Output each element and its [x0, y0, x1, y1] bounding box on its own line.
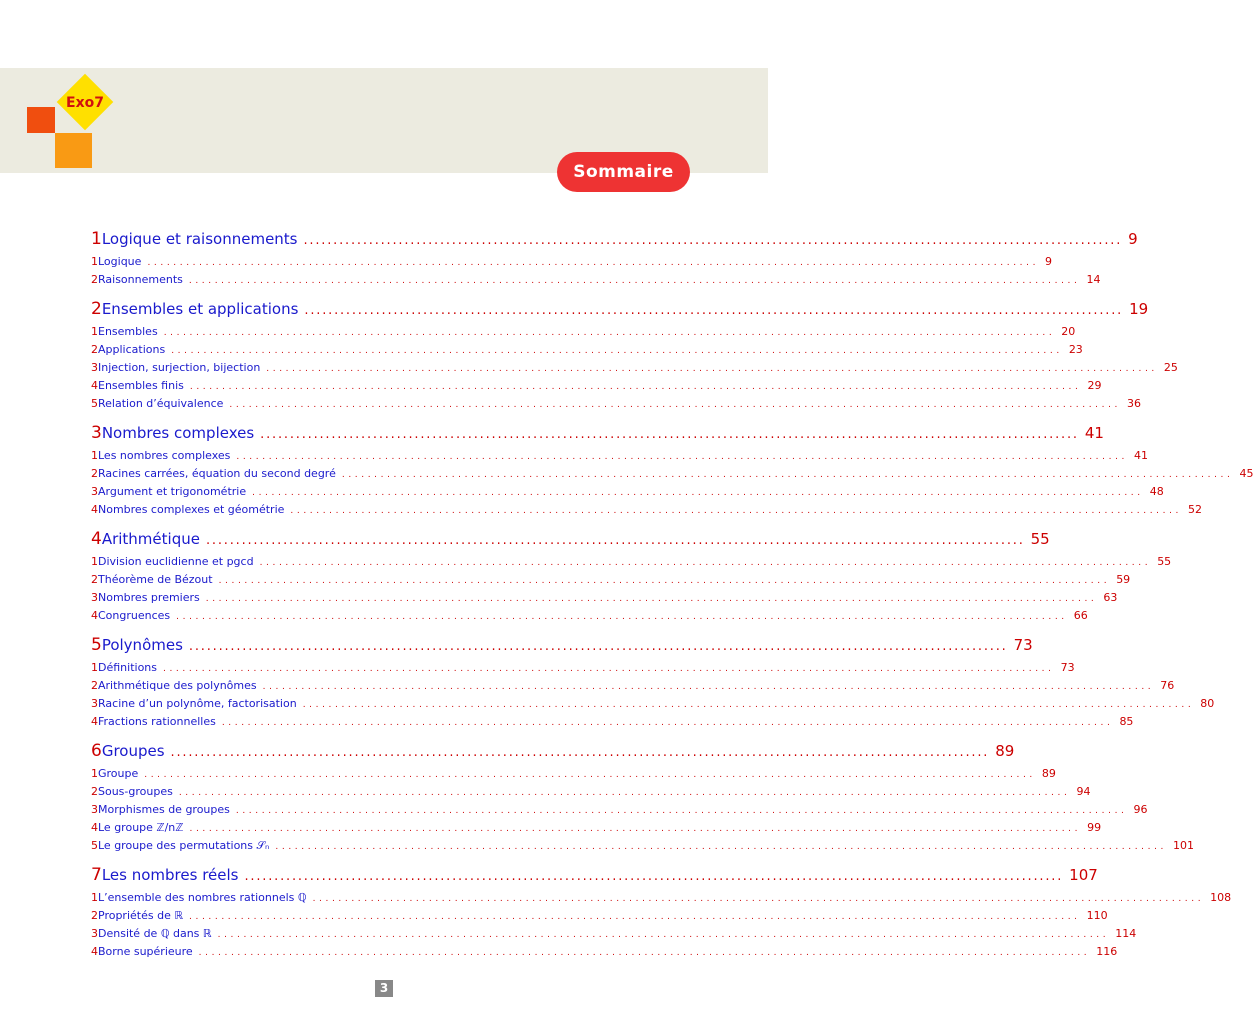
section-title[interactable]: Borne supérieure — [98, 945, 193, 958]
dot-leader: .......................................................................................................................................... — [178, 788, 1071, 798]
section-entry[interactable] — [0, 891, 1232, 909]
dot-leader: .......................................................................................................................................... — [303, 233, 1123, 248]
dot-leader: .......................................................................................................................................... — [217, 930, 1110, 940]
chapter-page: 9 — [1128, 230, 1138, 248]
section-page: 108 — [1210, 891, 1232, 904]
section-entry[interactable] — [0, 697, 1215, 715]
section-entry[interactable] — [0, 343, 1083, 361]
chapter-page: 55 — [1030, 530, 1050, 548]
section-number: 3 — [91, 485, 98, 498]
chapter-number: 6 — [91, 741, 102, 761]
section-entry[interactable] — [0, 803, 1148, 821]
chapter-title[interactable]: Nombres complexes — [101, 424, 255, 442]
section-title[interactable]: Division euclidienne et pgcd — [98, 555, 254, 568]
dot-leader: .......................................................................................................................................... — [198, 948, 1091, 958]
section-entry[interactable] — [0, 839, 1195, 857]
dot-leader: .......................................................................................................................................... — [290, 506, 1183, 516]
section-title[interactable]: Les nombres complexes — [98, 449, 231, 462]
dot-leader: .......................................................................................................................................... — [266, 364, 1158, 374]
chapter-entry[interactable] — [0, 529, 1050, 555]
section-page: 14 — [1086, 273, 1101, 286]
chapter-entry[interactable] — [0, 865, 1098, 891]
dot-leader: .......................................................................................................................................... — [229, 400, 1122, 410]
section-number: 1 — [91, 555, 98, 568]
dot-leader: .......................................................................................................................................... — [312, 894, 1205, 904]
section-page: 73 — [1060, 661, 1075, 674]
chapter-number: 7 — [91, 865, 102, 885]
section-page: 20 — [1061, 325, 1076, 338]
dot-leader: .......................................................................................................................................... — [304, 303, 1124, 318]
section-number: 4 — [91, 715, 98, 728]
chapter-page: 73 — [1013, 636, 1033, 654]
section-title[interactable]: Le groupe ℤ/nℤ — [98, 821, 184, 834]
section-page: 89 — [1041, 767, 1056, 780]
section-page: 96 — [1133, 803, 1148, 816]
table-of-contents — [0, 229, 1253, 971]
chapter-entry[interactable] — [0, 229, 1138, 255]
chapter-block — [0, 635, 1215, 733]
chapter-title[interactable]: Arithmétique — [101, 530, 200, 548]
dot-leader: .......................................................................................................................................... — [144, 770, 1036, 780]
section-entry[interactable] — [0, 821, 1102, 839]
section-page: 80 — [1200, 697, 1215, 710]
chapter-title[interactable]: Ensembles et applications — [101, 300, 299, 318]
section-number: 1 — [91, 767, 98, 780]
chapter-number: 4 — [91, 529, 102, 549]
section-number: 2 — [91, 273, 98, 286]
section-entry[interactable] — [0, 661, 1075, 679]
section-number: 2 — [91, 573, 98, 586]
dot-leader: .......................................................................................................................................... — [147, 258, 1040, 268]
section-entry[interactable] — [0, 767, 1056, 785]
dot-leader: .......................................................................................................................................... — [236, 452, 1128, 462]
section-entry[interactable] — [0, 325, 1076, 343]
section-entry[interactable] — [0, 909, 1108, 927]
section-page: 52 — [1188, 503, 1203, 516]
chapter-entry[interactable] — [0, 635, 1033, 661]
section-title[interactable]: Argument et trigonométrie — [98, 485, 247, 498]
dot-leader: .......................................................................................................................................... — [235, 806, 1128, 816]
dot-leader: .......................................................................................................................................... — [221, 718, 1114, 728]
section-page: 25 — [1163, 361, 1178, 374]
section-page: 63 — [1103, 591, 1118, 604]
section-number: 2 — [91, 909, 98, 922]
dot-leader: .......................................................................................................................................... — [205, 594, 1098, 604]
section-number: 1 — [91, 449, 98, 462]
chapter-entry[interactable] — [0, 741, 1015, 767]
section-number: 2 — [91, 467, 98, 480]
section-title[interactable]: Fractions rationnelles — [98, 715, 216, 728]
section-page: 116 — [1096, 945, 1118, 958]
section-title[interactable]: Arithmétique des polynômes — [98, 679, 257, 692]
chapter-block — [0, 529, 1172, 627]
section-entry[interactable] — [0, 273, 1101, 291]
dot-leader: .......................................................................................................................................... — [341, 470, 1234, 480]
section-title[interactable]: Ensembles — [98, 325, 158, 338]
section-entry[interactable] — [0, 467, 1253, 485]
section-page: 36 — [1127, 397, 1142, 410]
section-page: 48 — [1149, 485, 1164, 498]
section-number: 4 — [91, 945, 98, 958]
section-number: 3 — [91, 697, 98, 710]
section-entry[interactable] — [0, 785, 1091, 803]
section-title[interactable]: Racine d’un polynôme, factorisation — [98, 697, 297, 710]
dot-leader: .......................................................................................................................................... — [176, 612, 1068, 622]
section-number: 3 — [91, 927, 98, 940]
chapter-page: 107 — [1069, 866, 1098, 884]
section-title[interactable]: Sous-groupes — [98, 785, 173, 798]
chapter-block — [0, 229, 1138, 291]
section-page: 9 — [1045, 255, 1053, 268]
section-number: 4 — [91, 609, 98, 622]
section-entry[interactable] — [0, 449, 1148, 467]
section-entry[interactable] — [0, 609, 1088, 627]
section-number: 3 — [91, 591, 98, 604]
section-number: 2 — [91, 679, 98, 692]
chapter-page: 41 — [1084, 424, 1104, 442]
section-title[interactable]: Morphismes de groupes — [98, 803, 230, 816]
section-page: 55 — [1157, 555, 1172, 568]
section-title[interactable]: Densité de ℚ dans ℝ — [98, 927, 212, 940]
chapter-number: 2 — [91, 299, 102, 319]
section-number: 3 — [91, 361, 98, 374]
section-title[interactable]: Logique — [98, 255, 142, 268]
section-number: 4 — [91, 821, 98, 834]
dot-leader: .......................................................................................................................................... — [189, 912, 1081, 922]
dot-leader: .......................................................................................................................................... — [262, 682, 1155, 692]
dot-leader: .......................................................................................................................................... — [163, 664, 1055, 674]
chapter-title[interactable]: Groupes — [101, 742, 165, 760]
section-page: 66 — [1073, 609, 1088, 622]
dot-leader: .......................................................................................................................................... — [188, 276, 1081, 286]
section-title[interactable]: Nombres premiers — [98, 591, 200, 604]
section-entry[interactable] — [0, 945, 1118, 963]
logo-red-square — [27, 107, 55, 133]
dot-leader: .......................................................................................................................................... — [244, 869, 1064, 884]
chapter-title[interactable]: Polynômes — [101, 636, 183, 654]
chapter-entry[interactable] — [0, 299, 1149, 325]
section-page: 23 — [1068, 343, 1083, 356]
section-title[interactable]: Définitions — [98, 661, 157, 674]
section-title[interactable]: Le groupe des permutations 𝒮ₙ — [98, 839, 270, 852]
section-number: 4 — [91, 503, 98, 516]
section-number: 3 — [91, 803, 98, 816]
section-number: 2 — [91, 785, 98, 798]
dot-leader: .......................................................................................................................................... — [189, 382, 1082, 392]
dot-leader: .......................................................................................................................................... — [252, 488, 1144, 498]
dot-leader: .......................................................................................................................................... — [302, 700, 1195, 710]
section-number: 2 — [91, 343, 98, 356]
chapter-title[interactable]: Les nombres réels — [101, 866, 239, 884]
section-title[interactable]: Relation d’équivalence — [98, 397, 224, 410]
dot-leader: .......................................................................................................................................... — [259, 558, 1152, 568]
chapter-block — [0, 299, 1178, 415]
section-title[interactable]: Groupe — [98, 767, 139, 780]
section-page: 94 — [1076, 785, 1091, 798]
section-page: 85 — [1119, 715, 1134, 728]
dot-leader: .......................................................................................................................................... — [260, 427, 1079, 442]
section-entry[interactable] — [0, 555, 1172, 573]
section-entry[interactable] — [0, 927, 1137, 945]
exo7-logo — [0, 0, 130, 175]
dot-leader: .......................................................................................................................................... — [189, 824, 1082, 834]
section-title[interactable]: Applications — [98, 343, 166, 356]
dot-leader: .......................................................................................................................................... — [275, 842, 1168, 852]
section-number: 1 — [91, 891, 98, 904]
chapter-block — [0, 741, 1195, 857]
section-entry[interactable] — [0, 715, 1134, 733]
chapter-page: 89 — [995, 742, 1015, 760]
section-page: 110 — [1086, 909, 1108, 922]
dot-leader: .......................................................................................................................................... — [218, 576, 1111, 586]
chapter-block — [0, 865, 1232, 963]
section-title[interactable]: Injection, surjection, bijection — [98, 361, 261, 374]
section-title[interactable]: Nombres complexes et géométrie — [98, 503, 285, 516]
chapter-block — [0, 423, 1253, 521]
dot-leader: .......................................................................................................................................... — [171, 346, 1063, 356]
section-title[interactable]: L’ensemble des nombres rationnels ℚ — [98, 891, 307, 904]
chapter-number: 5 — [91, 635, 102, 655]
logo-orange-square — [55, 133, 92, 168]
section-number: 1 — [91, 325, 98, 338]
section-number: 1 — [91, 661, 98, 674]
dot-leader: .......................................................................................................................................... — [205, 533, 1025, 548]
chapter-entry[interactable] — [0, 423, 1104, 449]
chapter-number: 3 — [91, 423, 102, 443]
sommaire-badge: Sommaire — [557, 152, 690, 192]
section-number: 4 — [91, 379, 98, 392]
section-page: 29 — [1087, 379, 1102, 392]
section-page: 41 — [1134, 449, 1148, 462]
dot-leader: .......................................................................................................................................... — [163, 328, 1056, 338]
section-page: 59 — [1116, 573, 1131, 586]
section-page: 45 — [1239, 467, 1253, 480]
section-entry[interactable] — [0, 379, 1102, 397]
section-title[interactable]: Propriétés de ℝ — [98, 909, 184, 922]
section-title[interactable]: Théorème de Bézout — [98, 573, 213, 586]
section-page: 114 — [1115, 927, 1137, 940]
section-number: 1 — [91, 255, 98, 268]
section-entry[interactable] — [0, 573, 1131, 591]
page-number: 3 — [375, 980, 393, 997]
logo-text: Exo7 — [66, 95, 104, 111]
dot-leader: .......................................................................................................................................... — [170, 745, 990, 760]
section-title[interactable]: Racines carrées, équation du second degré — [98, 467, 336, 480]
dot-leader: .......................................................................................................................................... — [188, 639, 1008, 654]
section-title[interactable]: Ensembles finis — [98, 379, 184, 392]
section-entry[interactable] — [0, 361, 1178, 379]
chapter-number: 1 — [91, 229, 102, 249]
section-title[interactable]: Congruences — [98, 609, 171, 622]
section-entry[interactable] — [0, 503, 1203, 521]
section-title[interactable]: Raisonnements — [98, 273, 183, 286]
section-number: 5 — [91, 839, 98, 852]
section-entry[interactable] — [0, 255, 1053, 273]
section-entry[interactable] — [0, 679, 1175, 697]
section-number: 5 — [91, 397, 98, 410]
chapter-page: 19 — [1129, 300, 1149, 318]
section-page: 99 — [1087, 821, 1102, 834]
section-entry[interactable] — [0, 591, 1118, 609]
chapter-title[interactable]: Logique et raisonnements — [101, 230, 298, 248]
section-entry[interactable] — [0, 397, 1142, 415]
section-page: 76 — [1160, 679, 1175, 692]
section-entry[interactable] — [0, 485, 1164, 503]
section-page: 101 — [1173, 839, 1195, 852]
